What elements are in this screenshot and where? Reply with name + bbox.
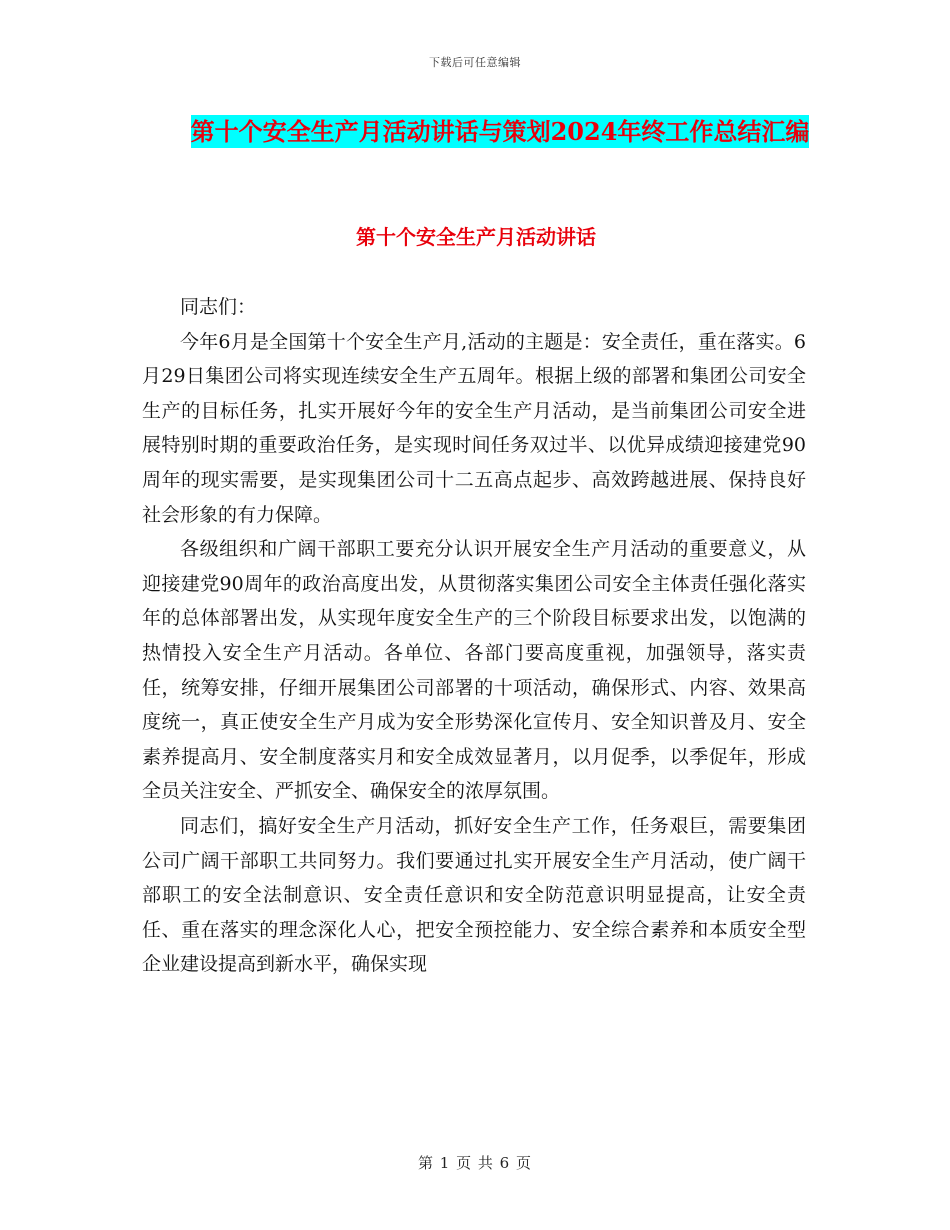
paragraph-3: 同志们，搞好安全生产月活动，抓好安全生产工作，任务艰巨，需要集团公司广阔干部职工共同努力。我们要通过扎实开展安全生产月活动，使广阔干部职工的安全法制意识、安全责任意识和安全防范意识明显提高，让安全责任、重在落实的理念深化人心，把安全预控能力、安全综合素养和本质安全型企业建设提高到新水平，确保实现 <box>142 814 806 976</box>
paragraph-1: 今年6月是全国第十个安全生产月,活动的主题是：安全责任，重在落实。6月29日集团公司将实现连续安全生产五周年。根据上级的部署和集团公司安全生产的目标任务，扎实开展好今年的安全生产月活动，是当前集团公司安全进展特别时期的重要政治任务，是实现时间任务双过半、以优异成绩迎接建党90周年的现实需要，是实现集团公司十二五高点起步、高效跨越进展、保持良好社会形象的有力保障。 <box>142 330 806 526</box>
document-title <box>140 110 860 154</box>
paragraph-2: 各级组织和广阔干部职工要充分认识开展安全生产月活动的重要意义，从迎接建党90周年的政治高度出发，从贯彻落实集团公司安全主体责任强化落实年的总体部署出发，从实现年度安全生产的三个阶段目标要求出发，以饱满的热情投入安全生产月活动。各单位、各部门要高度重视，加强领导，落实责任，统筹安排，仔细开展集团公司部署的十项活动，确保形式、内容、效果高度统一，真正使安全生产月成为安全形势深化宣传月、安全知识普及月、安全素养提高月、安全制度落实月和安全成效显著月，以月促季，以季促年，形成全员关注安全、严抓安全、确保安全的浓厚氛围。 <box>142 538 806 803</box>
document-body <box>142 290 806 982</box>
section-heading: 第十个安全生产月活动讲话 <box>356 225 596 249</box>
page-footer: 第 1 页 共 6 页 <box>418 1154 532 1172</box>
document-title-text: 第十个安全生产月活动讲话与策划2024年终工作总结汇编 <box>190 117 810 146</box>
salutation: 同志们： <box>180 296 257 318</box>
page-header-note: 下载后可任意编辑 <box>429 56 521 69</box>
